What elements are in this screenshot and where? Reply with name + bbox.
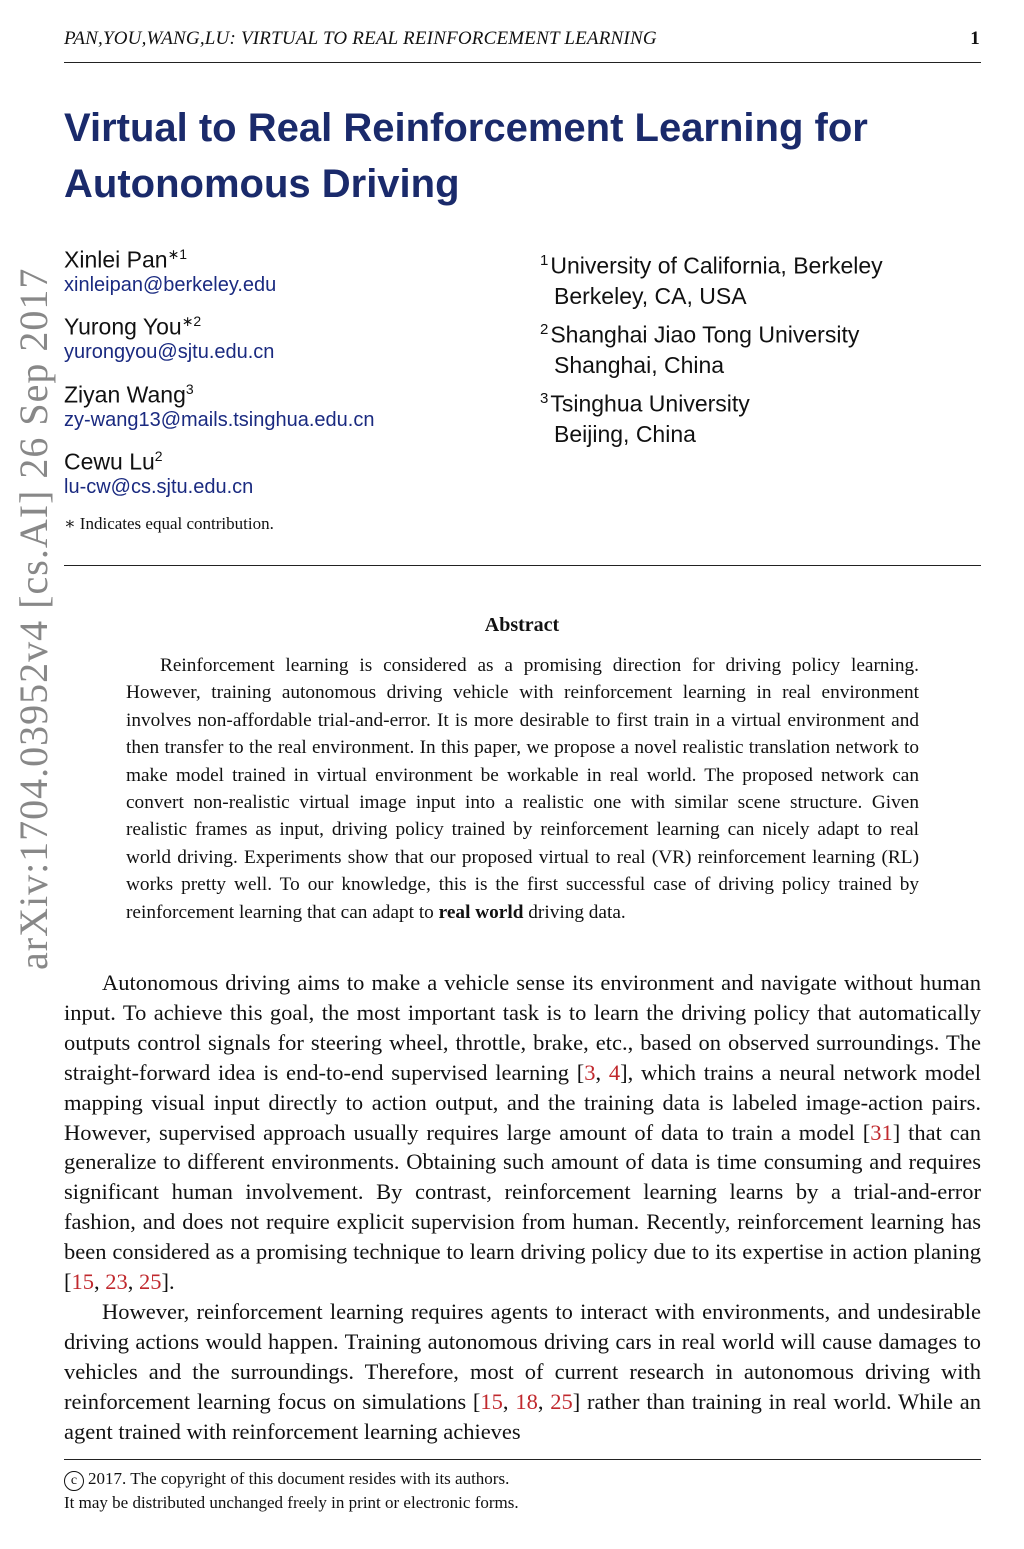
affiliation-1 (540, 246, 883, 311)
title-line-2: Autonomous Driving (64, 162, 460, 206)
author-block-2 (64, 313, 274, 364)
equal-contribution-note: ∗ Indicates equal contribution. (64, 514, 274, 533)
citation-link[interactable]: 3 (584, 1059, 596, 1085)
author-name: Yurong You (64, 313, 182, 340)
affiliation-line2: Berkeley, CA, USA (554, 282, 747, 309)
footer-rule (64, 1459, 981, 1460)
arxiv-watermark: arXiv:1704.03952v4 [cs.AI] 26 Sep 2017 (11, 267, 56, 970)
paragraph-text: ], which trains a neural network model mapping visual input directly to action output, and the training data is labeled image-action pairs. However, supervised approach usually requires large amount of data to train a model [ (64, 1059, 982, 1145)
abstract-heading: Abstract (484, 614, 560, 636)
citation-sep: , (127, 1269, 139, 1295)
affiliation-line1: Tsinghua University (550, 390, 750, 417)
affiliation-2 (540, 315, 859, 380)
author-email[interactable]: yurongyou@sjtu.edu.cn (64, 340, 275, 363)
abstract-text (126, 652, 919, 926)
affiliation-line1: Shanghai Jiao Tong University (550, 321, 860, 348)
author-mark: 2 (154, 448, 163, 464)
citation-link[interactable]: 25 (550, 1388, 573, 1414)
body-paragraph-1 (64, 968, 981, 1297)
author-mark: ∗2 (181, 313, 202, 329)
abstract-bold: real world (438, 901, 524, 923)
copyright-footer (64, 1467, 519, 1515)
citation-sep: , (94, 1269, 106, 1295)
running-title: PAN,YOU,WANG,LU: VIRTUAL TO REAL REINFORCEMENT LEARNING (64, 28, 657, 49)
affiliation-line1: University of California, Berkeley (550, 252, 883, 279)
copyright-line2: It may be distributed unchanged freely in print or electronic forms. (64, 1493, 519, 1512)
author-name: Xinlei Pan (64, 246, 168, 273)
affiliation-number: 2 (540, 321, 549, 338)
citation-link[interactable]: 15 (480, 1388, 503, 1414)
author-name: Cewu Lu (64, 448, 155, 475)
author-email[interactable]: lu-cw@cs.sjtu.edu.cn (64, 475, 254, 498)
paragraph-text: However, reinforcement learning requires agents to interact with environments, and undesirable driving actions would happen. Training autonomous driving cars in real world will cause damages to vehicles and the surroundings. Therefore, most of current research in autonomous driving with reinforcement learning focus on simulations [ (64, 1299, 981, 1414)
citation-link[interactable]: 25 (139, 1269, 162, 1295)
title-line-1: Virtual to Real Reinforcement Learning for (64, 106, 868, 150)
author-email[interactable]: xinleipan@berkeley.edu (64, 273, 277, 296)
paragraph-text: ] rather than training in real world. While an agent trained with reinforcement learning achieves (64, 1388, 981, 1444)
page-number: 1 (970, 28, 980, 49)
abstract-end: driving data. (523, 901, 626, 923)
header-rule (64, 62, 981, 63)
paper-title (64, 100, 984, 212)
body-paragraph-2 (64, 1297, 981, 1447)
author-name: Ziyan Wang (64, 381, 186, 408)
citation-link[interactable]: 31 (870, 1119, 893, 1145)
citation-sep: , (595, 1059, 609, 1085)
author-mark: ∗1 (167, 246, 188, 262)
author-block-4 (64, 448, 253, 499)
paragraph-text: ] that can generalize to different environments. Obtaining such amount of data is time consuming and requires significant human involvement. By contrast, reinforcement learning learns by a trial-and-error fashion, and does not require explicit supervision from human. Recently, reinforcement learning has been considered as a promising technique to learn driving policy due to its expertise in action planing [ (64, 1119, 981, 1295)
affiliation-line2: Beijing, China (554, 420, 696, 447)
author-mark: 3 (185, 381, 194, 397)
copyright-icon: c (64, 1471, 84, 1491)
citation-link[interactable]: 4 (608, 1059, 621, 1085)
affiliation-line2: Shanghai, China (554, 351, 725, 378)
citation-link[interactable]: 15 (71, 1269, 94, 1295)
author-block-1 (64, 246, 276, 297)
affiliation-3 (540, 384, 750, 449)
affiliation-number: 3 (540, 390, 549, 407)
copyright-line1: 2017. The copyright of this document resides with its authors. (88, 1469, 510, 1488)
author-email[interactable]: zy-wang13@mails.tsinghua.edu.cn (64, 408, 375, 431)
citation-sep: , (502, 1388, 516, 1414)
paragraph-text: Autonomous driving aims to make a vehicle sense its environment and navigate without human input. To achieve this goal, the most important task is to learn the driving policy that automatically outputs control signals for steering wheel, throttle, brake, etc., based on observed surroundings. The straight-forward idea is end-to-end supervised learning [ (64, 970, 981, 1085)
author-block-3 (64, 381, 374, 432)
citation-link[interactable]: 23 (105, 1269, 128, 1295)
citation-link[interactable]: 18 (515, 1388, 538, 1414)
running-header (64, 28, 980, 50)
affiliation-number: 1 (540, 252, 549, 269)
paragraph-text: ]. (161, 1269, 175, 1295)
citation-sep: , (537, 1388, 551, 1414)
abstract-body: Reinforcement learning is considered as a promising direction for driving policy learning. However, training autonomous driving vehicle with reinforcement learning in real environment involves non-affordable trial-and-error. It is more desirable to first train in a virtual environment and then transfer to the real environment. In this paper, we propose a novel realistic translation network to make model trained in virtual environment be workable in real world. The proposed network can convert non-realistic virtual image input into a realistic one with similar scene structure. Given realistic frames as input, driving policy trained by reinforcement learning can nicely adapt to real world driving. Experiments show that our proposed virtual to real (VR) reinforcement learning (RL) works pretty well. To our knowledge, this is the first successful case of driving policy trained by reinforcement learning that can adapt to (126, 655, 919, 923)
section-rule (64, 565, 981, 566)
